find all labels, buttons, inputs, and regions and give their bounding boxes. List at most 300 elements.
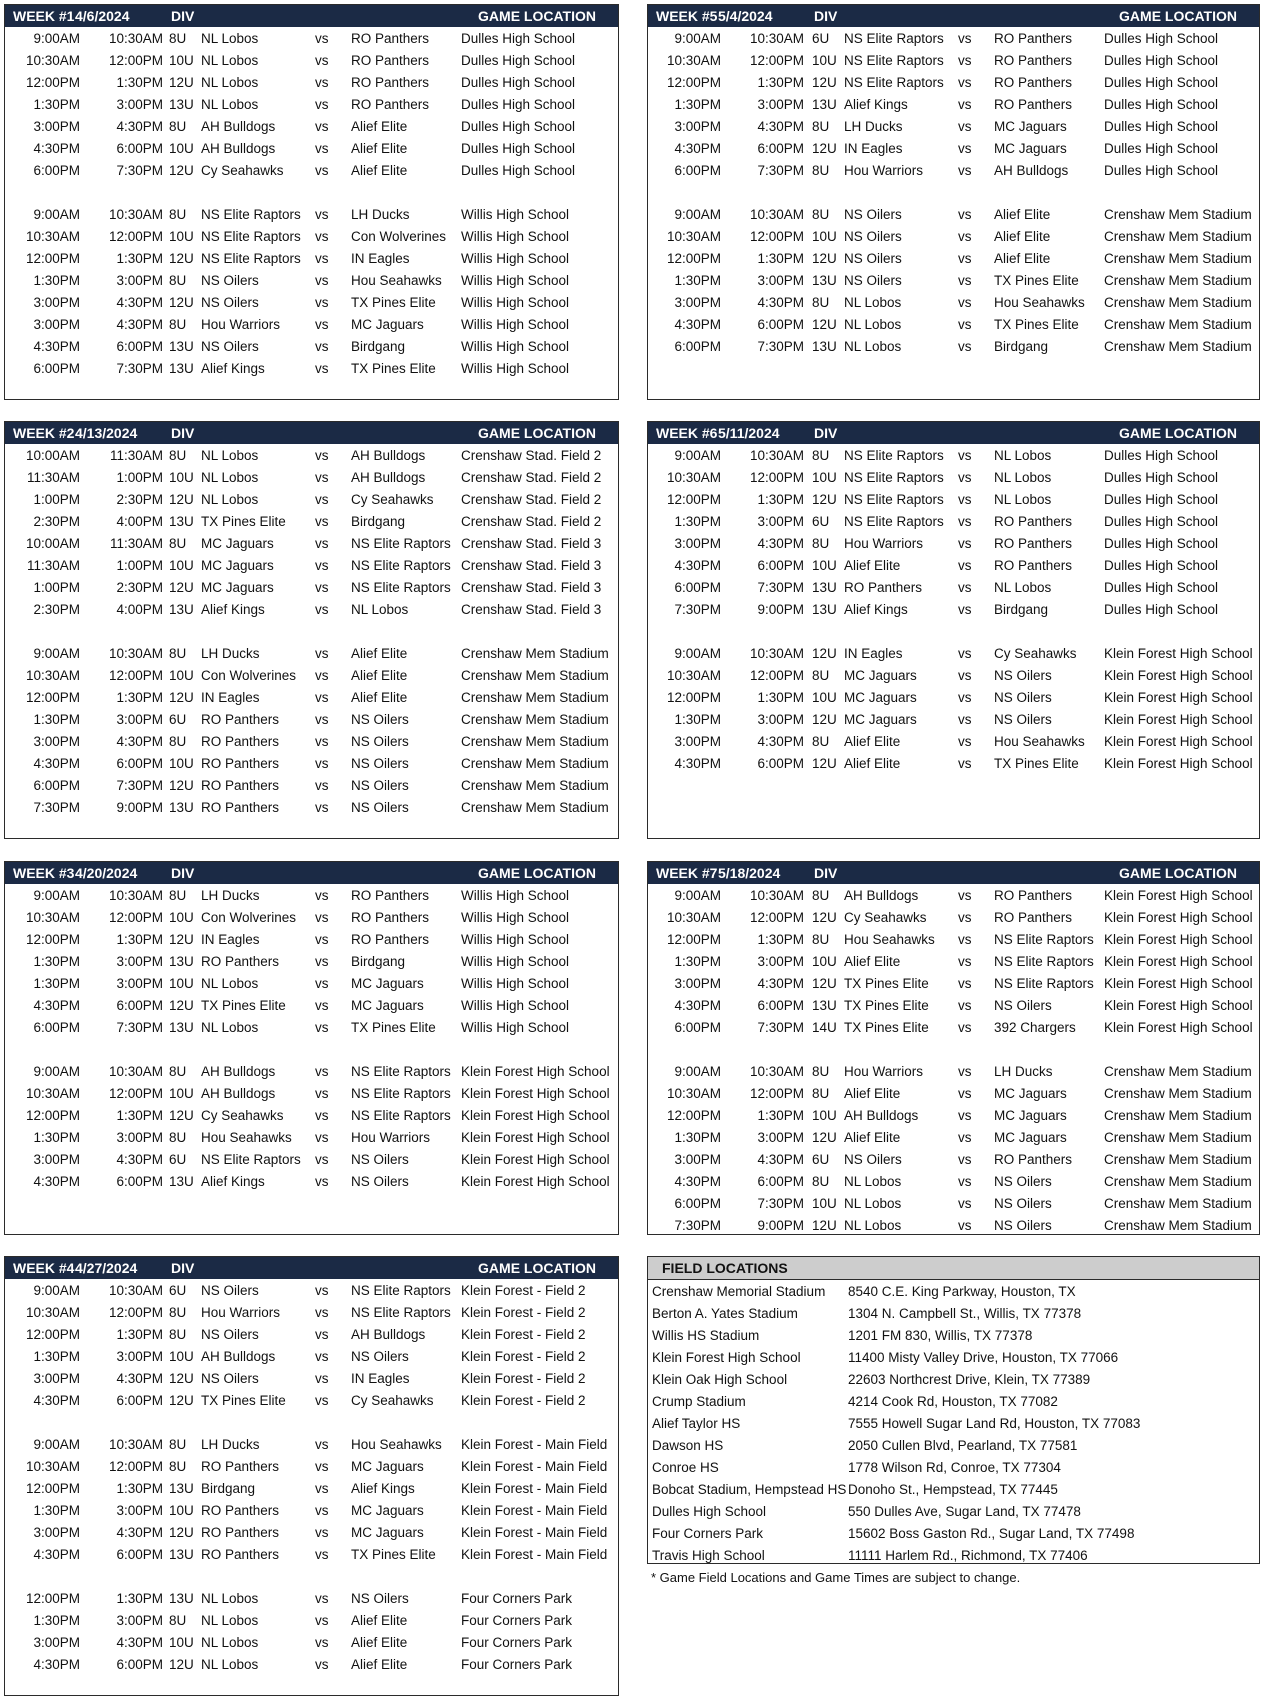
- game-location: Dulles High School: [461, 163, 576, 178]
- division: 12U: [169, 998, 194, 1013]
- away-team: Cy Seahawks: [351, 1393, 434, 1408]
- division: 13U: [169, 1547, 194, 1562]
- start-time: 1:30PM: [33, 1130, 80, 1145]
- game-row: [648, 730, 1259, 752]
- home-team: MC Jaguars: [201, 580, 274, 595]
- end-time: 3:00PM: [757, 97, 804, 112]
- week-label: WEEK #6: [656, 425, 718, 441]
- game-row: [5, 994, 618, 1016]
- end-time: 12:00PM: [749, 53, 804, 68]
- end-time: 1:30PM: [116, 690, 163, 705]
- versus: vs: [958, 712, 972, 727]
- end-time: 1:30PM: [757, 1108, 804, 1123]
- away-team: NS Elite Raptors: [351, 1305, 451, 1320]
- div-column-header: DIV: [171, 8, 195, 24]
- home-team: NL Lobos: [201, 31, 259, 46]
- versus: vs: [315, 800, 329, 815]
- start-time: 4:30PM: [674, 756, 721, 771]
- end-time: 10:30AM: [108, 888, 163, 903]
- start-time: 3:00PM: [33, 295, 80, 310]
- end-time: 6:00PM: [757, 756, 804, 771]
- end-time: 7:30PM: [757, 339, 804, 354]
- away-team: Alief Elite: [351, 646, 408, 661]
- end-time: 6:00PM: [757, 558, 804, 573]
- game-location: Dulles High School: [1104, 448, 1219, 463]
- end-time: 10:30AM: [749, 31, 804, 46]
- home-team: Hou Seahawks: [844, 932, 935, 947]
- division: 12U: [169, 1108, 194, 1123]
- field-address: 15602 Boss Gaston Rd., Sugar Land, TX 77498: [848, 1526, 1135, 1541]
- start-time: 1:30PM: [674, 273, 721, 288]
- end-time: 9:00PM: [757, 1218, 804, 1233]
- start-time: 12:00PM: [25, 1591, 80, 1606]
- game-location: Willis High School: [461, 976, 570, 991]
- end-time: 4:30PM: [116, 317, 163, 332]
- game-row: [648, 884, 1259, 906]
- away-team: RO Panthers: [994, 97, 1073, 112]
- versus: vs: [958, 448, 972, 463]
- end-time: 12:00PM: [749, 910, 804, 925]
- division: 8U: [169, 1327, 187, 1342]
- start-time: 12:00PM: [666, 1108, 721, 1123]
- game-location: Crenshaw Mem Stadium: [1104, 339, 1252, 354]
- versus: vs: [958, 229, 972, 244]
- division: 12U: [169, 778, 194, 793]
- division: 12U: [169, 580, 194, 595]
- home-team: Cy Seahawks: [201, 163, 284, 178]
- start-time: 10:30AM: [25, 1459, 80, 1474]
- versus: vs: [315, 1437, 329, 1452]
- away-team: MC Jaguars: [351, 1459, 424, 1474]
- start-time: 9:00AM: [674, 888, 721, 903]
- end-time: 6:00PM: [757, 998, 804, 1013]
- away-team: Hou Warriors: [351, 1130, 431, 1145]
- versus: vs: [958, 295, 972, 310]
- week-date: 5/4/2024: [718, 8, 773, 24]
- div-column-header: DIV: [171, 1260, 195, 1276]
- game-row: [5, 203, 618, 225]
- away-team: NS Elite Raptors: [351, 580, 451, 595]
- end-time: 3:00PM: [757, 514, 804, 529]
- field-name: Crump Stadium: [652, 1394, 746, 1409]
- division: 12U: [812, 646, 837, 661]
- away-team: TX Pines Elite: [351, 361, 436, 376]
- end-time: 1:30PM: [116, 1327, 163, 1342]
- start-time: 3:00PM: [33, 1371, 80, 1386]
- versus: vs: [958, 53, 972, 68]
- week-date: 4/6/2024: [75, 8, 130, 24]
- away-team: Birdgang: [351, 954, 406, 969]
- home-team: NL Lobos: [201, 97, 259, 112]
- start-time: 1:30PM: [674, 712, 721, 727]
- versus: vs: [958, 207, 972, 222]
- division: 13U: [169, 954, 194, 969]
- start-time: 1:30PM: [33, 1349, 80, 1364]
- end-time: 6:00PM: [757, 317, 804, 332]
- home-team: IN Eagles: [201, 690, 260, 705]
- division: 10U: [812, 470, 837, 485]
- game-row: [5, 1301, 618, 1323]
- field-address: 22603 Northcrest Drive, Klein, TX 77389: [848, 1372, 1091, 1387]
- away-team: NS Oilers: [351, 756, 409, 771]
- home-team: RO Panthers: [201, 778, 280, 793]
- versus: vs: [958, 1218, 972, 1233]
- away-team: Alief Elite: [351, 1613, 408, 1628]
- game-row: [5, 225, 618, 247]
- division: 10U: [169, 53, 194, 68]
- game-location: Dulles High School: [1104, 141, 1219, 156]
- end-time: 4:00PM: [116, 514, 163, 529]
- game-row: [5, 1367, 618, 1389]
- game-location: Klein Forest - Field 2: [461, 1283, 586, 1298]
- home-team: NL Lobos: [201, 75, 259, 90]
- home-team: NS Elite Raptors: [844, 31, 944, 46]
- end-time: 7:30PM: [116, 778, 163, 793]
- game-row: [5, 93, 618, 115]
- game-location: Crenshaw Stad. Field 2: [461, 492, 602, 507]
- division: 10U: [169, 668, 194, 683]
- game-location: Willis High School: [461, 339, 570, 354]
- game-location: Crenshaw Mem Stadium: [461, 734, 609, 749]
- home-team: Hou Seahawks: [201, 1130, 292, 1145]
- end-time: 1:30PM: [757, 75, 804, 90]
- home-team: NS Elite Raptors: [844, 492, 944, 507]
- away-team: NS Oilers: [351, 712, 409, 727]
- end-time: 9:00PM: [757, 602, 804, 617]
- game-location: Klein Forest - Main Field: [461, 1437, 608, 1452]
- away-team: Alief Elite: [351, 1635, 408, 1650]
- away-team: RO Panthers: [994, 75, 1073, 90]
- start-time: 2:30PM: [33, 514, 80, 529]
- end-time: 3:00PM: [116, 954, 163, 969]
- versus: vs: [958, 1064, 972, 1079]
- home-team: RO Panthers: [201, 1459, 280, 1474]
- away-team: Cy Seahawks: [351, 492, 434, 507]
- versus: vs: [958, 910, 972, 925]
- game-row: [5, 642, 618, 664]
- away-team: AH Bulldogs: [994, 163, 1069, 178]
- versus: vs: [958, 690, 972, 705]
- home-team: NL Lobos: [201, 53, 259, 68]
- game-location: Dulles High School: [1104, 163, 1219, 178]
- start-time: 10:30AM: [25, 1305, 80, 1320]
- home-team: NL Lobos: [844, 339, 902, 354]
- start-time: 4:30PM: [674, 141, 721, 156]
- field-name: Klein Oak High School: [652, 1372, 788, 1387]
- week-header: [5, 5, 618, 27]
- end-time: 12:00PM: [108, 1086, 163, 1101]
- home-team: NS Elite Raptors: [844, 53, 944, 68]
- division: 8U: [169, 207, 187, 222]
- division: 6U: [169, 1283, 187, 1298]
- week-4-schedule: [4, 1256, 619, 1696]
- end-time: 10:30AM: [749, 888, 804, 903]
- game-location: Dulles High School: [1104, 75, 1219, 90]
- home-team: Alief Elite: [844, 1086, 901, 1101]
- start-time: 3:00PM: [33, 1152, 80, 1167]
- week-date: 4/20/2024: [75, 865, 138, 881]
- week-7-schedule: [647, 861, 1260, 1235]
- home-team: Con Wolverines: [201, 668, 297, 683]
- game-location: Klein Forest High School: [1104, 998, 1253, 1013]
- versus: vs: [315, 339, 329, 354]
- end-time: 12:00PM: [749, 229, 804, 244]
- game-location: Klein Forest High School: [1104, 690, 1253, 705]
- versus: vs: [315, 317, 329, 332]
- away-team: NS Elite Raptors: [994, 976, 1094, 991]
- away-team: Alief Elite: [351, 668, 408, 683]
- game-row: [648, 708, 1259, 730]
- game-row: [5, 1631, 618, 1653]
- start-time: 6:00PM: [33, 163, 80, 178]
- game-row: [648, 137, 1259, 159]
- away-team: RO Panthers: [994, 536, 1073, 551]
- start-time: 6:00PM: [674, 1020, 721, 1035]
- home-team: Hou Warriors: [844, 536, 924, 551]
- game-location: Crenshaw Mem Stadium: [1104, 207, 1252, 222]
- division: 10U: [812, 229, 837, 244]
- end-time: 6:00PM: [116, 998, 163, 1013]
- start-time: 9:00AM: [33, 207, 80, 222]
- game-location: Klein Forest High School: [1104, 734, 1253, 749]
- home-team: Hou Warriors: [201, 1305, 281, 1320]
- versus: vs: [958, 668, 972, 683]
- game-row: [5, 137, 618, 159]
- game-location: Willis High School: [461, 910, 570, 925]
- game-location: Klein Forest - Main Field: [461, 1503, 608, 1518]
- away-team: TX Pines Elite: [351, 1547, 436, 1562]
- home-team: NS Elite Raptors: [201, 251, 301, 266]
- field-location-item: [648, 1478, 1259, 1500]
- versus: vs: [315, 888, 329, 903]
- field-address: 8540 C.E. King Parkway, Houston, TX: [848, 1284, 1076, 1299]
- versus: vs: [315, 998, 329, 1013]
- away-team: Hou Seahawks: [351, 273, 442, 288]
- end-time: 3:00PM: [116, 976, 163, 991]
- end-time: 4:30PM: [116, 295, 163, 310]
- division: 8U: [812, 668, 830, 683]
- game-row: [648, 27, 1259, 49]
- versus: vs: [315, 1152, 329, 1167]
- division: 10U: [812, 558, 837, 573]
- home-team: NL Lobos: [201, 1613, 259, 1628]
- start-time: 3:00PM: [674, 734, 721, 749]
- away-team: NS Oilers: [994, 1196, 1052, 1211]
- versus: vs: [958, 602, 972, 617]
- game-row: [648, 906, 1259, 928]
- home-team: NS Elite Raptors: [844, 514, 944, 529]
- end-time: 6:00PM: [116, 1393, 163, 1408]
- away-team: MC Jaguars: [994, 1086, 1067, 1101]
- division: 8U: [812, 734, 830, 749]
- start-time: 9:00AM: [33, 888, 80, 903]
- end-time: 7:30PM: [757, 1196, 804, 1211]
- home-team: NS Elite Raptors: [201, 207, 301, 222]
- game-row: [5, 1126, 618, 1148]
- away-team: RO Panthers: [351, 97, 430, 112]
- field-name: Dulles High School: [652, 1504, 767, 1519]
- game-location: Dulles High School: [1104, 514, 1219, 529]
- home-team: RO Panthers: [201, 800, 280, 815]
- home-team: NL Lobos: [201, 1020, 259, 1035]
- away-team: NS Oilers: [351, 734, 409, 749]
- field-address: 2050 Cullen Blvd, Pearland, TX 77581: [848, 1438, 1078, 1453]
- start-time: 2:30PM: [33, 602, 80, 617]
- start-time: 10:30AM: [25, 53, 80, 68]
- division: 10U: [169, 141, 194, 156]
- start-time: 7:30PM: [674, 1218, 721, 1233]
- start-time: 10:00AM: [25, 536, 80, 551]
- field-name: Bobcat Stadium, Hempstead HS: [652, 1482, 847, 1497]
- versus: vs: [958, 1196, 972, 1211]
- start-time: 9:00AM: [33, 1064, 80, 1079]
- versus: vs: [315, 1371, 329, 1386]
- versus: vs: [958, 317, 972, 332]
- start-time: 3:00PM: [674, 976, 721, 991]
- versus: vs: [315, 1657, 329, 1672]
- start-time: 4:30PM: [33, 141, 80, 156]
- division: 6U: [169, 712, 187, 727]
- start-time: 6:00PM: [674, 163, 721, 178]
- home-team: RO Panthers: [201, 734, 280, 749]
- away-team: Alief Elite: [351, 163, 408, 178]
- end-time: 7:30PM: [757, 1020, 804, 1035]
- division: 8U: [812, 119, 830, 134]
- end-time: 6:00PM: [116, 756, 163, 771]
- division: 8U: [169, 888, 187, 903]
- end-time: 7:30PM: [116, 1020, 163, 1035]
- week-3-schedule: [4, 861, 619, 1235]
- game-row: [5, 357, 618, 379]
- versus: vs: [315, 1635, 329, 1650]
- week-header: [648, 862, 1259, 884]
- division: 13U: [812, 97, 837, 112]
- versus: vs: [315, 207, 329, 222]
- away-team: Cy Seahawks: [994, 646, 1077, 661]
- versus: vs: [315, 1613, 329, 1628]
- away-team: MC Jaguars: [994, 141, 1067, 156]
- versus: vs: [315, 1481, 329, 1496]
- week-date: 4/13/2024: [75, 425, 138, 441]
- start-time: 1:30PM: [33, 1613, 80, 1628]
- home-team: Con Wolverines: [201, 910, 297, 925]
- start-time: 6:00PM: [33, 1020, 80, 1035]
- division: 12U: [812, 910, 837, 925]
- away-team: TX Pines Elite: [351, 295, 436, 310]
- game-location: Willis High School: [461, 207, 570, 222]
- versus: vs: [958, 580, 972, 595]
- versus: vs: [315, 361, 329, 376]
- start-time: 10:30AM: [666, 229, 721, 244]
- field-address: 7555 Howell Sugar Land Rd, Houston, TX 77083: [848, 1416, 1141, 1431]
- away-team: AH Bulldogs: [351, 470, 426, 485]
- away-team: NL Lobos: [994, 470, 1052, 485]
- game-location: Willis High School: [461, 932, 570, 947]
- game-location: Crenshaw Stad. Field 3: [461, 580, 602, 595]
- division: 12U: [812, 141, 837, 156]
- game-location: Willis High School: [461, 273, 570, 288]
- home-team: NS Oilers: [844, 207, 902, 222]
- versus: vs: [315, 119, 329, 134]
- game-row: [648, 1060, 1259, 1082]
- game-row: [648, 1170, 1259, 1192]
- game-row: [648, 159, 1259, 181]
- game-row: [5, 950, 618, 972]
- away-team: Alief Kings: [351, 1481, 415, 1496]
- division: 10U: [812, 954, 837, 969]
- division: 8U: [812, 448, 830, 463]
- division: 10U: [812, 1108, 837, 1123]
- home-team: AH Bulldogs: [201, 119, 276, 134]
- week-date: 4/27/2024: [75, 1260, 138, 1276]
- versus: vs: [958, 470, 972, 485]
- away-team: NS Oilers: [994, 1218, 1052, 1233]
- away-team: RO Panthers: [351, 888, 430, 903]
- versus: vs: [315, 1108, 329, 1123]
- game-row: [5, 532, 618, 554]
- away-team: NS Oilers: [351, 778, 409, 793]
- field-location-item: [648, 1280, 1259, 1302]
- home-team: NL Lobos: [201, 492, 259, 507]
- away-team: RO Panthers: [351, 910, 430, 925]
- end-time: 2:30PM: [116, 492, 163, 507]
- start-time: 4:30PM: [33, 998, 80, 1013]
- home-team: NS Oilers: [201, 273, 259, 288]
- game-row: [648, 269, 1259, 291]
- division: 8U: [812, 295, 830, 310]
- home-team: Alief Kings: [844, 97, 908, 112]
- home-team: NL Lobos: [844, 295, 902, 310]
- end-time: 12:00PM: [749, 1086, 804, 1101]
- game-row: [5, 1389, 618, 1411]
- start-time: 4:30PM: [674, 1174, 721, 1189]
- away-team: Alief Elite: [351, 141, 408, 156]
- end-time: 3:00PM: [757, 954, 804, 969]
- away-team: AH Bulldogs: [351, 1327, 426, 1342]
- div-column-header: DIV: [171, 425, 195, 441]
- home-team: TX Pines Elite: [844, 1020, 929, 1035]
- game-row: [648, 115, 1259, 137]
- home-team: Alief Elite: [844, 1130, 901, 1145]
- away-team: Alief Elite: [351, 119, 408, 134]
- end-time: 12:00PM: [108, 1459, 163, 1474]
- location-column-header: GAME LOCATION: [478, 865, 596, 881]
- home-team: NS Elite Raptors: [844, 470, 944, 485]
- division: 13U: [169, 1481, 194, 1496]
- division: 8U: [169, 1613, 187, 1628]
- division: 8U: [812, 932, 830, 947]
- end-time: 4:30PM: [116, 1371, 163, 1386]
- field-name: Berton A. Yates Stadium: [652, 1306, 798, 1321]
- game-row: [5, 1170, 618, 1192]
- division: 12U: [812, 317, 837, 332]
- game-location: Klein Forest High School: [461, 1108, 610, 1123]
- location-column-header: GAME LOCATION: [1119, 8, 1237, 24]
- start-time: 4:30PM: [33, 1174, 80, 1189]
- field-address: 11111 Harlem Rd., Richmond, TX 77406: [848, 1548, 1088, 1563]
- versus: vs: [315, 1525, 329, 1540]
- start-time: 10:30AM: [25, 910, 80, 925]
- division: 13U: [169, 1020, 194, 1035]
- home-team: MC Jaguars: [844, 690, 917, 705]
- division: 13U: [169, 97, 194, 112]
- versus: vs: [958, 1152, 972, 1167]
- home-team: MC Jaguars: [844, 668, 917, 683]
- game-row: [5, 335, 618, 357]
- start-time: 3:00PM: [33, 317, 80, 332]
- start-time: 12:00PM: [25, 75, 80, 90]
- end-time: 3:00PM: [116, 273, 163, 288]
